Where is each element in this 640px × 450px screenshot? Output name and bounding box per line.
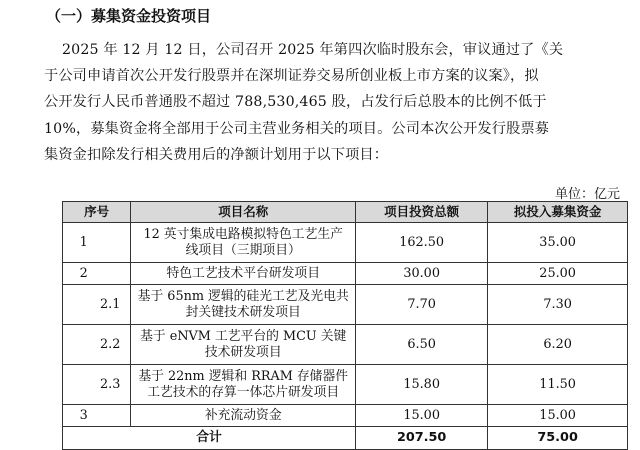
table-row — [63, 223, 628, 263]
row-number: 1 — [63, 223, 131, 263]
project-name-line: 封关键技术研发项目 — [185, 304, 301, 320]
paragraph-line: 于公司申请首次公开发行股票并在深圳证券交易所创业板上市方案的议案》，拟 — [44, 68, 539, 85]
section-heading: （一）募集资金投资项目 — [46, 7, 212, 25]
total-investment: 6.50 — [356, 325, 488, 365]
row-number: 2 — [63, 263, 131, 285]
total-investment: 15.00 — [356, 405, 488, 427]
table-header-row — [63, 202, 628, 223]
header-project-name: 项目名称 — [131, 202, 356, 223]
header-total-investment: 项目投资总额 — [356, 202, 488, 223]
project-name-line: 技术研发项目 — [204, 344, 282, 360]
table-row — [63, 405, 628, 427]
project-name — [131, 325, 356, 365]
raised-funds: 11.50 — [488, 365, 628, 405]
total-investment-sum: 207.50 — [356, 427, 488, 450]
project-name — [131, 263, 356, 285]
paragraph-line: 公开发行人民币普通股不超过 788,530,465 股，占发行后总股本的比例不低于 — [44, 94, 547, 111]
paragraph-line: 集资金扣除发行相关费用后的净额计划用于以下项目： — [44, 146, 389, 163]
total-investment: 30.00 — [356, 263, 488, 285]
row-number: 2.3 — [63, 365, 131, 405]
total-investment: 162.50 — [356, 223, 488, 263]
project-name — [131, 405, 356, 427]
table-row — [63, 325, 628, 365]
raised-funds: 7.30 — [488, 285, 628, 325]
raised-funds: 25.00 — [488, 263, 628, 285]
table-row — [63, 285, 628, 325]
total-investment: 15.80 — [356, 365, 488, 405]
project-name-line: 补充流动资金 — [204, 407, 282, 423]
total-row — [63, 427, 628, 450]
row-number: 2.2 — [63, 325, 131, 365]
raised-funds: 35.00 — [488, 223, 628, 263]
raised-funds: 15.00 — [488, 405, 628, 427]
projects-table — [62, 201, 628, 450]
table-row — [63, 263, 628, 285]
project-name-line: 工艺技术的存算一体芯片研发项目 — [147, 384, 340, 400]
project-name-line: 12 英寸集成电路模拟特色工艺生产 — [143, 226, 343, 242]
project-name — [131, 223, 356, 263]
header-raised-funds: 拟投入募集资金 — [488, 202, 628, 223]
header-no: 序号 — [63, 202, 131, 223]
row-number: 3 — [63, 405, 131, 427]
raised-funds-sum: 75.00 — [488, 427, 628, 450]
project-name-line: 线项目（三期项目） — [185, 242, 301, 258]
unit-label: 单位：亿元 — [554, 187, 620, 202]
table-row — [63, 365, 628, 405]
paragraph-line: 10%，募集资金将全部用于公司主营业务相关的项目。公司本次公开发行股票募 — [44, 120, 550, 137]
project-name-line: 基于 eNVM 工艺平台的 MCU 关键 — [140, 328, 347, 344]
body-paragraph — [44, 37, 630, 168]
project-name-line: 特色工艺技术平台研发项目 — [166, 265, 320, 281]
total-investment: 7.70 — [356, 285, 488, 325]
raised-funds: 6.20 — [488, 325, 628, 365]
table-body — [63, 223, 628, 450]
row-number: 2.1 — [63, 285, 131, 325]
project-name-line: 基于 22nm 逻辑和 RRAM 存储器件 — [138, 368, 349, 384]
project-name-line: 基于 65nm 逻辑的硅光工艺及光电共 — [137, 288, 349, 304]
project-name — [131, 285, 356, 325]
total-label: 合计 — [63, 427, 356, 450]
paragraph-line: 2025 年 12 月 12 日，公司召开 2025 年第四次临时股东会，审议通过了《关 — [62, 42, 564, 58]
project-name — [131, 365, 356, 405]
